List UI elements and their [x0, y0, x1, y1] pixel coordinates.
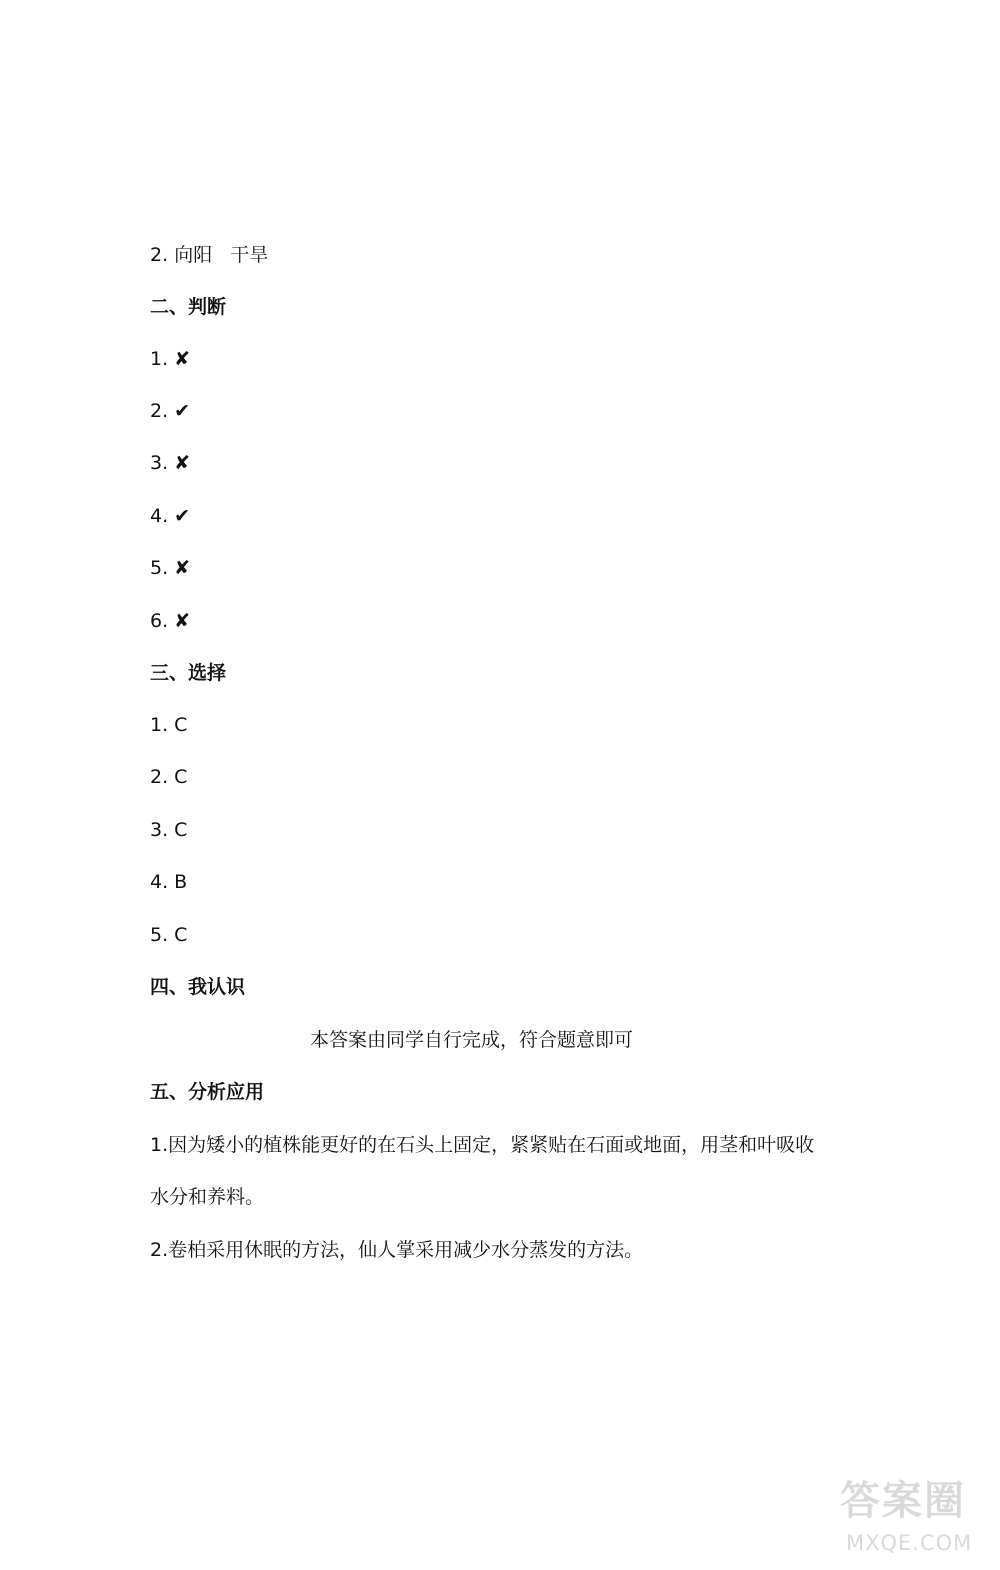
choice-item: 2. C [150, 766, 188, 788]
check-mark-icon: ✔ [174, 505, 191, 527]
check-mark-icon: ✔ [174, 400, 191, 422]
answer-text: 干旱 [230, 244, 269, 266]
cross-mark-icon: ✘ [174, 452, 191, 474]
watermark-title: 答案圈 [840, 1478, 966, 1524]
section-heading-judgement: 二、判断 [150, 296, 227, 318]
cross-mark-icon: ✘ [174, 610, 191, 632]
item-number: 4. [150, 505, 169, 527]
answer-text: 向阳 [174, 244, 213, 266]
section-heading-analysis: 五、分析应用 [150, 1081, 265, 1103]
item-number: 3. [150, 452, 169, 474]
item-number: 6. [150, 610, 169, 632]
watermark-domain: MXQE.COM [846, 1531, 973, 1555]
fill-blank-item-2 [150, 242, 268, 268]
analysis-answer-2: 2.卷柏采用休眠的方法，仙人掌采用减少水分蒸发的方法。 [150, 1239, 644, 1261]
item-number: 2. [150, 244, 169, 266]
item-number: 1. [150, 348, 169, 370]
cross-mark-icon: ✘ [174, 557, 191, 579]
choice-item: 3. C [150, 819, 188, 841]
judgement-item [150, 503, 190, 529]
choice-item: 5. C [150, 924, 188, 946]
section-heading-recognize: 四、我认识 [150, 976, 246, 998]
judgement-item [150, 608, 190, 634]
section-heading-choice: 三、选择 [150, 662, 227, 684]
judgement-item [150, 398, 190, 424]
analysis-answer-1-line-2: 水分和养料。 [150, 1186, 265, 1208]
section4-note: 本答案由同学自行完成，符合题意即可 [309, 1029, 633, 1051]
watermark-logo [840, 1478, 990, 1562]
item-number: 5. [150, 557, 169, 579]
judgement-item [150, 346, 190, 372]
analysis-answer-1-line-1: 1.因为矮小的植株能更好的在石头上固定，紧紧贴在石面或地面，用茎和叶吸收 [150, 1134, 815, 1156]
judgement-item [150, 555, 190, 581]
judgement-item [150, 450, 190, 476]
choice-item: 1. C [150, 714, 188, 736]
item-number: 2. [150, 400, 169, 422]
choice-item: 4. B [150, 871, 188, 893]
cross-mark-icon: ✘ [174, 348, 191, 370]
